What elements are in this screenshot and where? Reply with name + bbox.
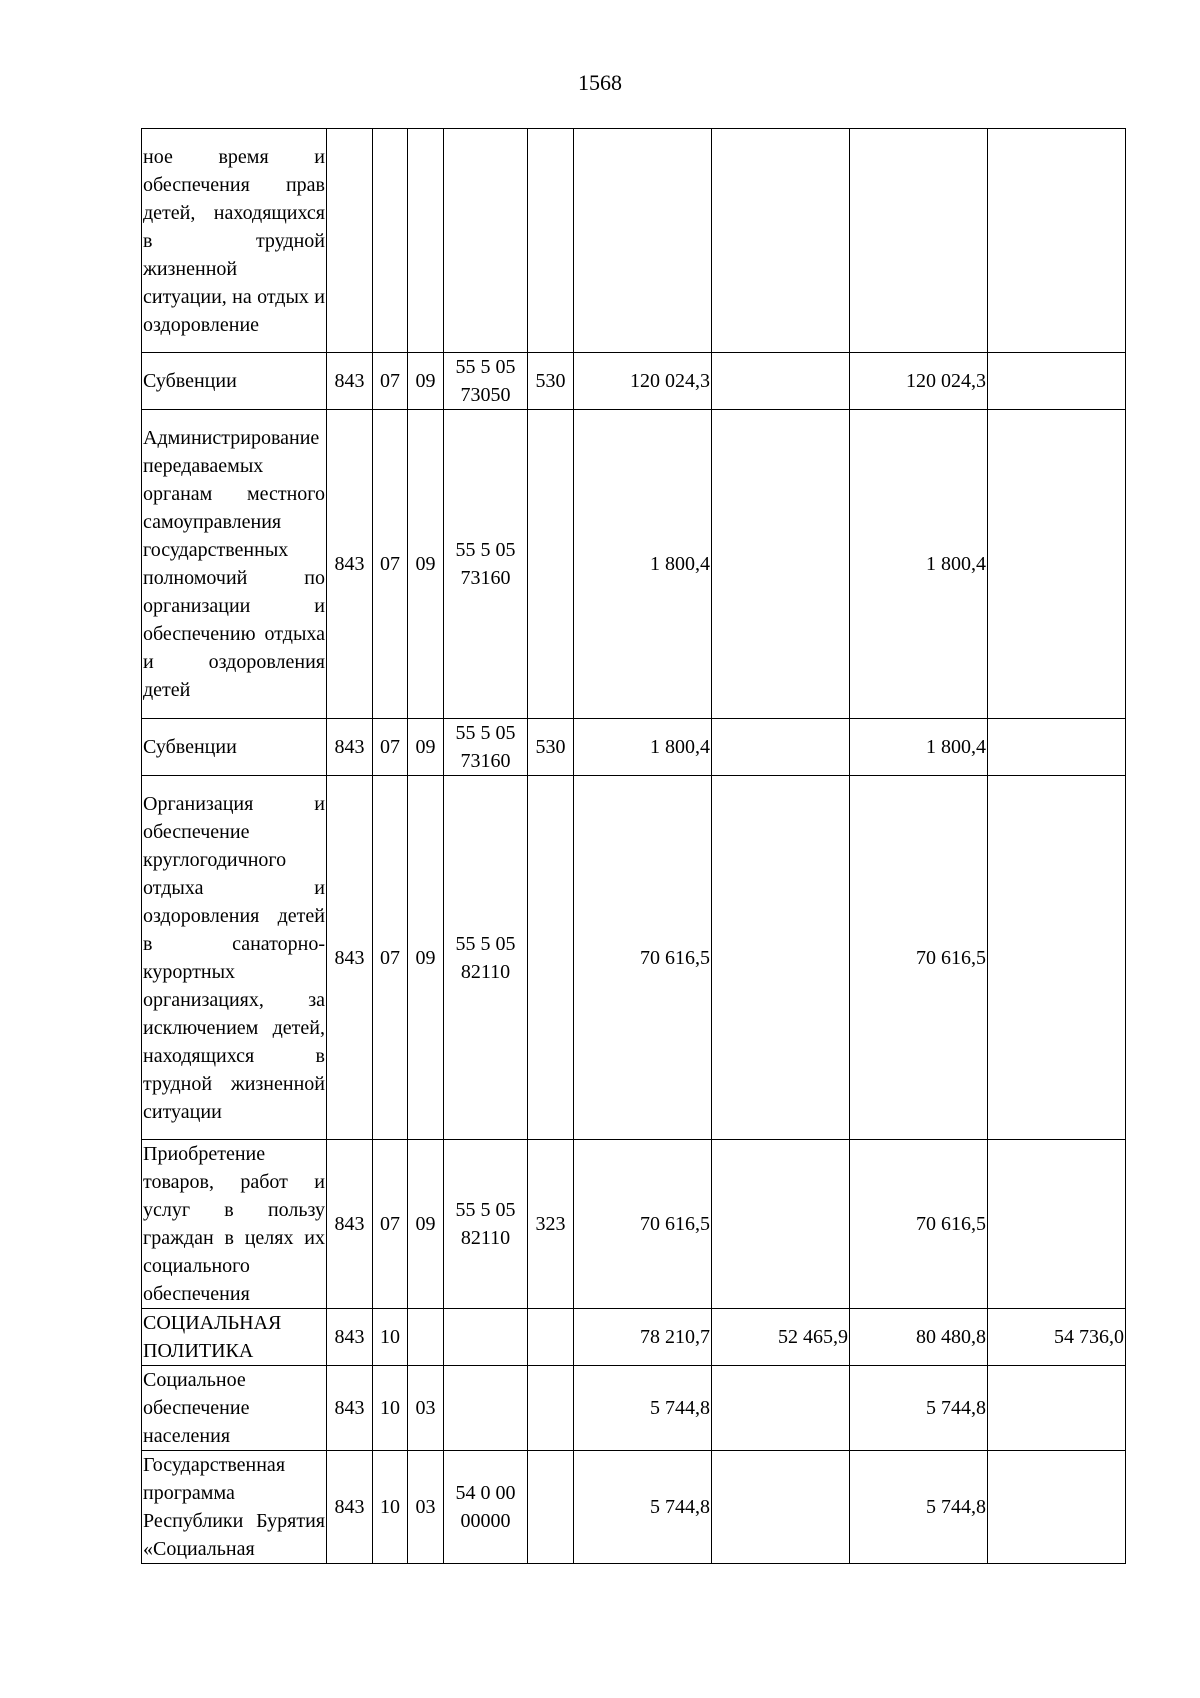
section-code: 07	[373, 1140, 408, 1309]
row-name: ное время и обеспечения прав детей, находящихся в трудной жизненной ситуации, на отдых и оздоровление	[142, 129, 327, 353]
amount-1: 1 800,4	[574, 719, 712, 776]
target-article-code	[444, 1309, 528, 1366]
ministry-code: 843	[327, 719, 373, 776]
target-article-code	[444, 1366, 528, 1451]
amount-2	[712, 1451, 850, 1564]
section-code: 07	[373, 776, 408, 1140]
expense-type-code	[528, 129, 574, 353]
row-name: Субвенции	[142, 353, 327, 410]
amount-4	[988, 1366, 1126, 1451]
amount-3: 1 800,4	[850, 719, 988, 776]
expense-type-code: 530	[528, 353, 574, 410]
amount-2: 52 465,9	[712, 1309, 850, 1366]
amount-3	[850, 129, 988, 353]
expense-type-code: 530	[528, 719, 574, 776]
row-name: Администрирование передаваемых органам местного самоуправления государственных полномочий по организации и обеспечению отдыха и оздоровления детей	[142, 410, 327, 719]
amount-1: 5 744,8	[574, 1451, 712, 1564]
amount-2	[712, 776, 850, 1140]
section-code: 10	[373, 1366, 408, 1451]
target-article-code: 55 5 05 82110	[444, 776, 528, 1140]
table-row	[142, 353, 1126, 410]
section-code: 10	[373, 1309, 408, 1366]
amount-4	[988, 353, 1126, 410]
expense-type-code: 323	[528, 1140, 574, 1309]
expense-type-code	[528, 410, 574, 719]
amount-4	[988, 1451, 1126, 1564]
ministry-code: 843	[327, 1451, 373, 1564]
amount-3: 5 744,8	[850, 1366, 988, 1451]
amount-4	[988, 719, 1126, 776]
ministry-code	[327, 129, 373, 353]
amount-4	[988, 776, 1126, 1140]
amount-4	[988, 410, 1126, 719]
subsection-code: 09	[408, 1140, 444, 1309]
page-number: 1568	[578, 70, 622, 95]
expense-type-code	[528, 1451, 574, 1564]
amount-1	[574, 129, 712, 353]
ministry-code: 843	[327, 776, 373, 1140]
amount-1: 78 210,7	[574, 1309, 712, 1366]
subsection-code: 09	[408, 719, 444, 776]
amount-1: 70 616,5	[574, 1140, 712, 1309]
budget-table	[141, 128, 1126, 1564]
amount-2	[712, 410, 850, 719]
row-name: Государственная программа Республики Бурятия «Социальная	[142, 1451, 327, 1564]
target-article-code: 55 5 05 73160	[444, 410, 528, 719]
amount-3: 80 480,8	[850, 1309, 988, 1366]
subsection-code: 09	[408, 776, 444, 1140]
ministry-code: 843	[327, 1140, 373, 1309]
amount-1: 120 024,3	[574, 353, 712, 410]
ministry-code: 843	[327, 410, 373, 719]
amount-2	[712, 1140, 850, 1309]
target-article-code: 55 5 05 73160	[444, 719, 528, 776]
section-code: 10	[373, 1451, 408, 1564]
target-article-code	[444, 129, 528, 353]
table-row	[142, 719, 1126, 776]
amount-3: 70 616,5	[850, 776, 988, 1140]
amount-2	[712, 719, 850, 776]
table-row	[142, 776, 1126, 1140]
subsection-code: 03	[408, 1451, 444, 1564]
ministry-code: 843	[327, 1366, 373, 1451]
amount-3: 1 800,4	[850, 410, 988, 719]
amount-3: 70 616,5	[850, 1140, 988, 1309]
section-code: 07	[373, 410, 408, 719]
amount-4: 54 736,0	[988, 1309, 1126, 1366]
row-name: Социальное обеспечение населения	[142, 1366, 327, 1451]
subsection-code	[408, 1309, 444, 1366]
row-name: Организация и обеспечение круглогодичного отдыха и оздоровления детей в санаторно-курортных организациях, за исключением детей, находящихся в трудной жизненной ситуации	[142, 776, 327, 1140]
section-code: 07	[373, 719, 408, 776]
amount-4	[988, 1140, 1126, 1309]
amount-3: 120 024,3	[850, 353, 988, 410]
subsection-code	[408, 129, 444, 353]
amount-1: 70 616,5	[574, 776, 712, 1140]
ministry-code: 843	[327, 1309, 373, 1366]
amount-3: 5 744,8	[850, 1451, 988, 1564]
row-name: Приобретение товаров, работ и услуг в пользу граждан в целях их социального обеспечения	[142, 1140, 327, 1309]
table-row	[142, 1140, 1126, 1309]
subsection-code: 03	[408, 1366, 444, 1451]
expense-type-code	[528, 1366, 574, 1451]
section-code: 07	[373, 353, 408, 410]
expense-type-code	[528, 1309, 574, 1366]
target-article-code: 55 5 05 73050	[444, 353, 528, 410]
table-row	[142, 410, 1126, 719]
table-row	[142, 1309, 1126, 1366]
row-name: СОЦИАЛЬНАЯ ПОЛИТИКА	[142, 1309, 327, 1366]
expense-type-code	[528, 776, 574, 1140]
subsection-code: 09	[408, 410, 444, 719]
amount-2	[712, 129, 850, 353]
amount-1: 1 800,4	[574, 410, 712, 719]
table-row	[142, 129, 1126, 353]
section-code	[373, 129, 408, 353]
table-row	[142, 1366, 1126, 1451]
amount-2	[712, 1366, 850, 1451]
target-article-code: 54 0 00 00000	[444, 1451, 528, 1564]
target-article-code: 55 5 05 82110	[444, 1140, 528, 1309]
amount-1: 5 744,8	[574, 1366, 712, 1451]
row-name: Субвенции	[142, 719, 327, 776]
amount-4	[988, 129, 1126, 353]
subsection-code: 09	[408, 353, 444, 410]
amount-2	[712, 353, 850, 410]
ministry-code: 843	[327, 353, 373, 410]
table-row	[142, 1451, 1126, 1564]
